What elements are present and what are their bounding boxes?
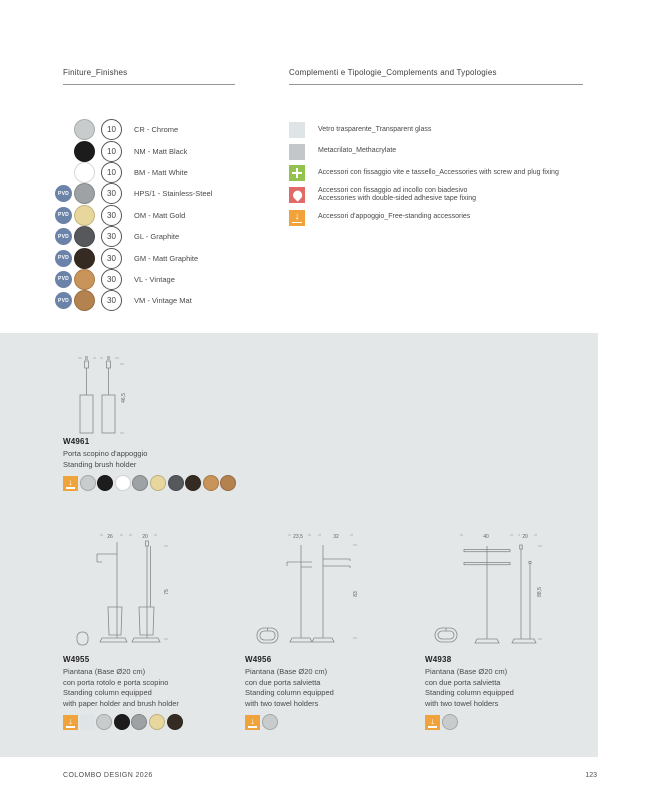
- finish-swatch: [74, 248, 95, 269]
- pvd-badge: PVD: [55, 207, 72, 224]
- product-description-line: with paper holder and brush holder: [63, 698, 179, 708]
- finish-row: [55, 140, 212, 161]
- product-sku: W4938: [425, 655, 452, 664]
- finish-row: [55, 226, 212, 247]
- product-info-w4956: [245, 655, 334, 730]
- finish-swatch: [74, 183, 95, 204]
- typology-legend: [289, 122, 559, 226]
- adhesive-icon: [289, 187, 305, 203]
- typology-label-line: Accessori con fissaggio ad incollo con biadesivo: [318, 186, 468, 194]
- finish-swatch: [74, 162, 95, 183]
- product-icons: [63, 714, 183, 730]
- typology-label-line: Accessori con fissaggio vite e tassello_Accessories with screw and plug fixing: [318, 168, 559, 176]
- down-arrow-glyph: ↓: [294, 210, 300, 222]
- product-icons: [63, 475, 236, 491]
- freestanding-icon: [289, 210, 305, 226]
- product-description-line: with two towel holders: [425, 698, 499, 708]
- dim-width-1: 8: [85, 356, 88, 362]
- down-arrow-glyph: ↓: [430, 715, 435, 726]
- products-panel: [0, 333, 598, 757]
- typology-label-line: Accessori d'appoggio_Free-standing accessories: [318, 213, 471, 221]
- dim-height: 46,5: [121, 393, 127, 403]
- w4938-technical-drawing: [430, 532, 545, 654]
- base-line-glyph: [66, 726, 75, 728]
- typologies-heading: Complementi e Tipologie_Complements and Typologies: [289, 68, 497, 77]
- w4961-technical-drawing: [76, 352, 176, 437]
- glass-icon: [289, 122, 305, 138]
- finish-label: BM - Matt White: [134, 167, 188, 177]
- finish-dot: [168, 475, 184, 491]
- dim-height: 88,5: [537, 587, 543, 597]
- quantity-badge: 30: [101, 248, 122, 269]
- quantity-badge: 10: [101, 119, 122, 140]
- base-line-glyph: [428, 726, 437, 728]
- methacrylate-icon: [289, 144, 305, 160]
- product-sku: W4955: [63, 655, 90, 664]
- product-info-w4938: [425, 655, 514, 730]
- down-arrow-glyph: ↓: [68, 476, 73, 487]
- finish-label: GL - Graphite: [134, 232, 180, 242]
- finish-dot: [131, 714, 147, 730]
- finish-label: GM - Matt Graphite: [134, 253, 199, 263]
- product-description-line: Standing column equipped: [245, 688, 334, 698]
- finish-dot: [149, 714, 165, 730]
- finish-row: [55, 269, 212, 290]
- dim-width-2: 8: [107, 356, 110, 362]
- quantity-badge: 30: [101, 205, 122, 226]
- base-line-glyph: [66, 487, 75, 489]
- finish-dot: [97, 475, 113, 491]
- finish-label: VL - Vintage: [134, 274, 175, 284]
- product-sku: W4961: [63, 437, 90, 446]
- footer-brand: COLOMBO DESIGN 2026: [63, 772, 153, 779]
- typology-item: [289, 122, 559, 138]
- finish-dot: [150, 475, 166, 491]
- finish-swatch: [74, 119, 95, 140]
- finish-list: [55, 119, 212, 312]
- footer-page-number: 123: [585, 772, 597, 779]
- finish-swatch: [74, 141, 95, 162]
- base-top-view: [77, 632, 88, 645]
- down-arrow-glyph: ↓: [68, 715, 73, 726]
- finish-row: [55, 290, 212, 311]
- finish-row: [55, 183, 212, 204]
- finish-dot: [80, 475, 96, 491]
- typology-item: [289, 210, 559, 226]
- w4955-technical-drawing: [66, 532, 181, 654]
- finish-dot: [132, 475, 148, 491]
- finishes-underline: [63, 84, 235, 85]
- pvd-badge: PVD: [55, 271, 72, 288]
- finish-swatch: [74, 269, 95, 290]
- product-description-line: Piantana (Base Ø20 cm): [425, 667, 508, 676]
- pvd-badge: PVD: [55, 292, 72, 309]
- plus-glyph: [296, 168, 298, 178]
- finish-label: CR - Chrome: [134, 125, 179, 135]
- dim-height: 75: [164, 589, 170, 595]
- typologies-underline: [289, 84, 583, 85]
- finish-dot: [115, 475, 131, 491]
- dim-width-2: 20: [522, 534, 528, 540]
- dim-width-1: 26: [107, 534, 113, 540]
- finishes-heading: Finiture_Finishes: [63, 68, 128, 77]
- finish-dot: [167, 714, 183, 730]
- product-description-line: con porta rotolo e porta scopino: [63, 677, 169, 687]
- dim-width-1: 23,5: [293, 534, 303, 540]
- finish-row: [55, 119, 212, 140]
- freestanding-icon: [425, 715, 440, 730]
- base-top-view: [257, 628, 278, 643]
- quantity-badge: 10: [101, 162, 122, 183]
- quantity-badge: 30: [101, 183, 122, 204]
- finish-row: [55, 205, 212, 226]
- finish-row: [55, 162, 212, 183]
- typology-label-line: Vetro trasparente_Transparent glass: [318, 125, 432, 133]
- product-description-line: con due porta salvietta: [425, 677, 501, 687]
- product-description-line: Standing column equipped: [63, 688, 152, 698]
- dim-width-1: 40: [483, 534, 489, 540]
- quantity-badge: 30: [101, 269, 122, 290]
- pvd-badge: PVD: [55, 185, 72, 202]
- dim-width-2: 20: [142, 534, 148, 540]
- finish-swatch: [74, 226, 95, 247]
- product-icons: [425, 714, 514, 730]
- typology-label: [318, 147, 396, 156]
- product-description-line: with two towel holders: [245, 698, 319, 708]
- typology-item: [289, 144, 559, 160]
- down-arrow-glyph: ↓: [250, 715, 255, 726]
- dim-height: 83: [353, 591, 359, 597]
- product-description-line: Standing brush holder: [63, 459, 137, 469]
- typology-label: [318, 187, 476, 205]
- freestanding-icon: [63, 715, 78, 730]
- finish-dot: [442, 714, 458, 730]
- quantity-badge: 10: [101, 141, 122, 162]
- freestanding-icon: [245, 715, 260, 730]
- finish-dot: [96, 714, 112, 730]
- typology-label: [318, 213, 470, 222]
- typology-label-line: Metacrilato_Methacrylate: [318, 147, 397, 155]
- finish-row: [55, 247, 212, 268]
- product-info-w4961: [63, 437, 236, 491]
- freestanding-icon: [63, 476, 78, 491]
- typology-label-line: Accessories with double-sided adhesive tape fixing: [318, 195, 476, 203]
- finish-label: HPS/1 - Stainless-Steel: [134, 189, 213, 199]
- finish-swatch: [74, 205, 95, 226]
- quantity-badge: 30: [101, 290, 122, 311]
- product-info-w4955: [63, 655, 183, 730]
- screw-plug-icon: [289, 165, 305, 181]
- pvd-badge: PVD: [55, 228, 72, 245]
- glass-icon: [80, 715, 95, 730]
- finish-dot: [220, 475, 236, 491]
- pvd-badge: PVD: [55, 250, 72, 267]
- finish-swatch: [74, 290, 95, 311]
- product-description-line: con due porta salvietta: [245, 677, 321, 687]
- finish-dot: [203, 475, 219, 491]
- finish-dot: [262, 714, 278, 730]
- typology-label: [318, 169, 559, 178]
- product-description-line: Piantana (Base Ø20 cm): [245, 667, 328, 676]
- typology-label: [318, 126, 431, 135]
- product-description-line: Porta scopino d'appoggio: [63, 449, 148, 458]
- w4956-technical-drawing: [250, 532, 365, 654]
- product-description-line: Piantana (Base Ø20 cm): [63, 667, 146, 676]
- finish-label: OM - Matt Gold: [134, 210, 186, 220]
- product-sku: W4956: [245, 655, 272, 664]
- finish-dot: [185, 475, 201, 491]
- quantity-badge: 30: [101, 226, 122, 247]
- base-line-glyph: [248, 726, 257, 728]
- finish-label: NM - Matt Black: [134, 146, 188, 156]
- base-top-view: [435, 628, 457, 642]
- base-line-glyph: [292, 222, 302, 224]
- typology-item: [289, 187, 559, 205]
- product-description-line: Standing column equipped: [425, 688, 514, 698]
- typology-item: [289, 165, 559, 181]
- finish-label: VM - Vintage Mat: [134, 296, 192, 306]
- product-icons: [245, 714, 334, 730]
- drop-glyph: [291, 189, 303, 201]
- dim-width-2: 32: [333, 534, 339, 540]
- finish-dot: [114, 714, 130, 730]
